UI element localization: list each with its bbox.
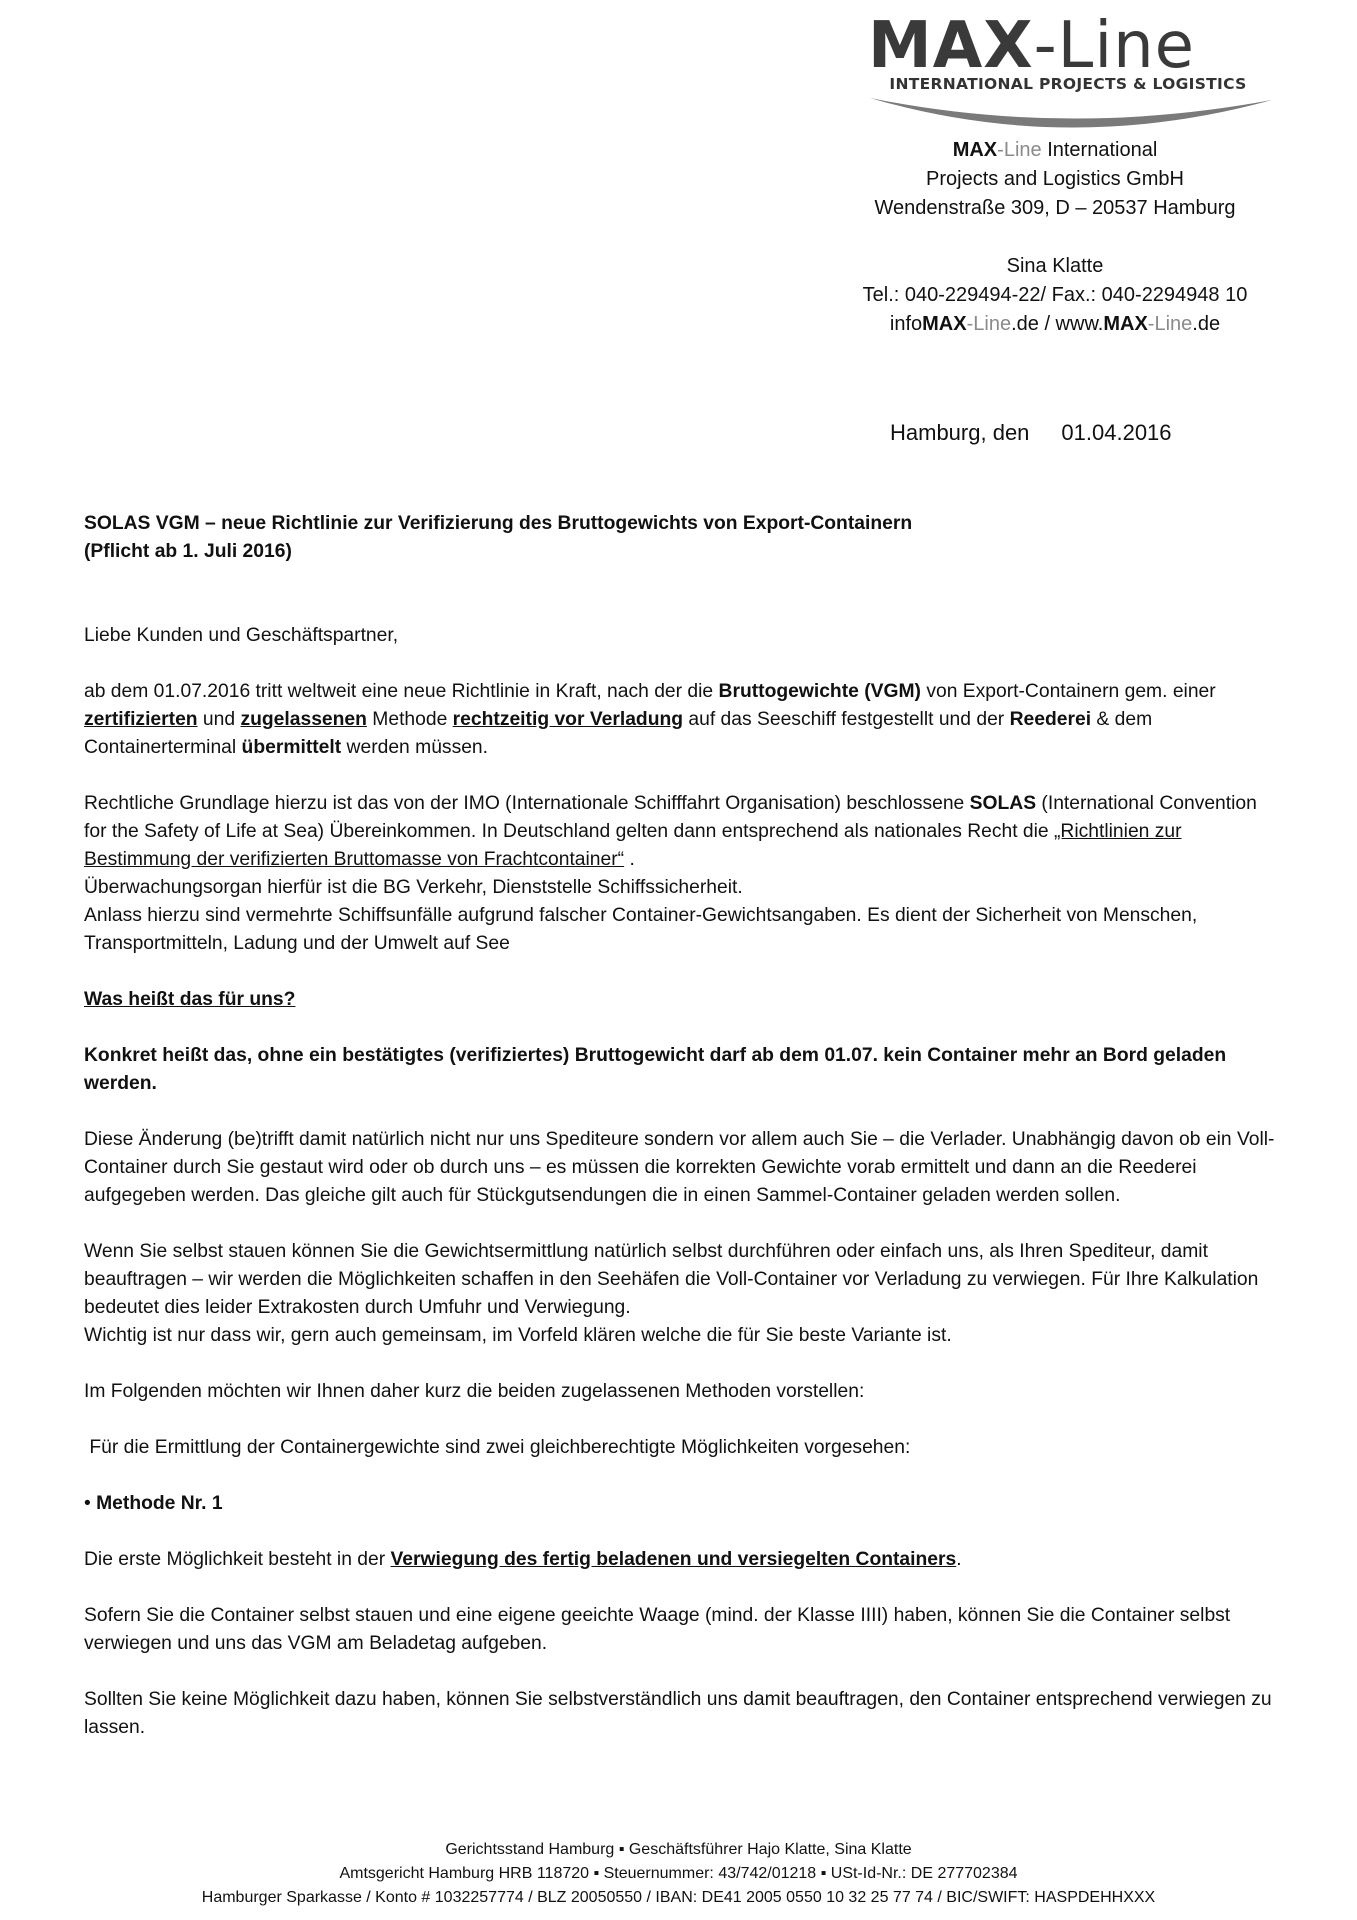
date-place: Hamburg, den	[890, 420, 1030, 445]
company-name-line2: Projects and Logistics GmbH	[926, 168, 1184, 190]
paragraph-4: Wenn Sie selbst stauen können Sie die Gewichtsermittlung natürlich selbst durchführen oder einfach uns, als Ihren Spediteur, damit beauftragen – wir werden die Möglichkeiten schaffen in den Seehäfen die Voll-Container vor Verladung zu verwiegen. Für Ihre Kalkulation bedeutet dies leider Extrakosten durch Umfuhr und Verwiegung. Wichtig ist nur dass wir, gern auch gemeinsam, im Vorfeld klären welche die für Sie beste Variante ist.	[84, 1241, 1259, 1346]
footer-line-2: Amtsgericht Hamburg HRB 118720 ▪ Steuernummer: 43/742/01218 ▪ USt-Id-Nr.: DE 277702384	[339, 1865, 1018, 1882]
paragraph-8: Sofern Sie die Container selbst stauen und eine eigene geeichte Waage (mind. der Klasse IIII) haben, können Sie die Container selbst verwiegen und uns das VGM am Beladetag aufgeben.	[84, 1605, 1231, 1654]
sender-address	[820, 136, 1290, 339]
logo-tagline: INTERNATIONAL PROJECTS & LOGISTICS	[889, 75, 1247, 93]
date-value: 01.04.2016	[1061, 420, 1172, 445]
contact-person: Sina Klatte	[1006, 255, 1104, 277]
letter-body	[84, 510, 1284, 1742]
paragraph-1: ab dem 01.07.2016 tritt weltweit eine neue Richtlinie in Kraft, nach der die Bruttogewichte (VGM) von Export-Containern gem. einer zertifizierten und zugelassenen Methode rechtzeitig vor Verladung auf das Seeschiff festgestellt und der Reederei & dem Containerterminal übermittelt werden müssen.	[84, 681, 1216, 758]
company-logo	[868, 8, 1278, 138]
paragraph-5: Im Folgenden möchten wir Ihnen daher kurz die beiden zugelassenen Methoden vorstellen:	[84, 1381, 865, 1402]
footer-line-1: Gerichtsstand Hamburg ▪ Geschäftsführer Hajo Klatte, Sina Klatte	[445, 1841, 912, 1858]
key-statement: Konkret heißt das, ohne ein bestätigtes (verifiziertes) Bruttogewicht darf ab dem 01.07. kein Container mehr an Bord geladen werden.	[84, 1045, 1227, 1094]
method-heading: • Methode Nr. 1	[84, 1493, 223, 1514]
paragraph-2: Rechtliche Grundlage hierzu ist das von der IMO (Internationale Schifffahrt Organisation) beschlossene SOLAS (International Convention for the Safety of Life at Sea) Übereinkommen. In Deutschland gelten dann entsprechend als nationales Recht die „Richtlinien zur Bestimmung der verifizierten Bruttomasse von Frachtcontainer“ . Überwachungsorgan hierfür ist die BG Verkehr, Dienststelle Schiffssicherheit. Anlass hierzu sind vermehrte Schiffsunfälle aufgrund falscher Container-Gewichtsangaben. Es dient der Sicherheit von Menschen, Transportmitteln, Ladung und der Umwelt auf See	[84, 793, 1257, 954]
paragraph-6: Für die Ermittlung der Containergewichte sind zwei gleichberechtigte Möglichkeiten vorgesehen:	[84, 1437, 911, 1458]
letter-date	[890, 420, 1172, 446]
email-website: infoMAX-Line.de / www.MAX-Line.de	[889, 313, 1221, 335]
company-name: MAX-Line International	[952, 139, 1158, 161]
paragraph-7: Die erste Möglichkeit besteht in der Verwiegung des fertig beladenen und versiegelten Containers.	[84, 1549, 962, 1570]
bullet-icon: •	[84, 1493, 91, 1514]
question-heading: Was heißt das für uns?	[84, 989, 296, 1010]
logo-swoosh-icon	[868, 94, 1278, 138]
paragraph-9: Sollten Sie keine Möglichkeit dazu haben, können Sie selbstverständlich uns damit beauftragen, den Container entsprechend verwiegen zu lassen.	[84, 1689, 1272, 1738]
salutation: Liebe Kunden und Geschäftspartner,	[84, 625, 399, 646]
logo-wordmark: MAX-Line	[868, 9, 1196, 83]
footer-line-3: Hamburger Sparkasse / Konto # 1032257774 / BLZ 20050550 / IBAN: DE41 2005 0550 10 32 25 77 74 / BIC/SWIFT: HASPDEHHXXX	[201, 1889, 1156, 1906]
street-address: Wendenstraße 309, D – 20537 Hamburg	[874, 197, 1236, 219]
letter-footer	[0, 1838, 1357, 1910]
subject-line: SOLAS VGM – neue Richtlinie zur Verifizierung des Bruttogewichts von Export-Containern (Pflicht ab 1. Juli 2016)	[84, 513, 913, 562]
phone-fax: Tel.: 040-229494-22/ Fax.: 040-2294948 10	[862, 284, 1248, 306]
paragraph-3: Diese Änderung (be)trifft damit natürlich nicht nur uns Spediteure sondern vor allem auch Sie – die Verlader. Unabhängig davon ob ein Voll-Container durch Sie gestaut wird oder ob durch uns – es müssen die korrekten Gewichte vorab ermittelt und dann an die Reederei aufgegeben werden. Das gleiche gilt auch für Stückgutsendungen die in einen Sammel-Container geladen werden sollen.	[84, 1129, 1275, 1206]
